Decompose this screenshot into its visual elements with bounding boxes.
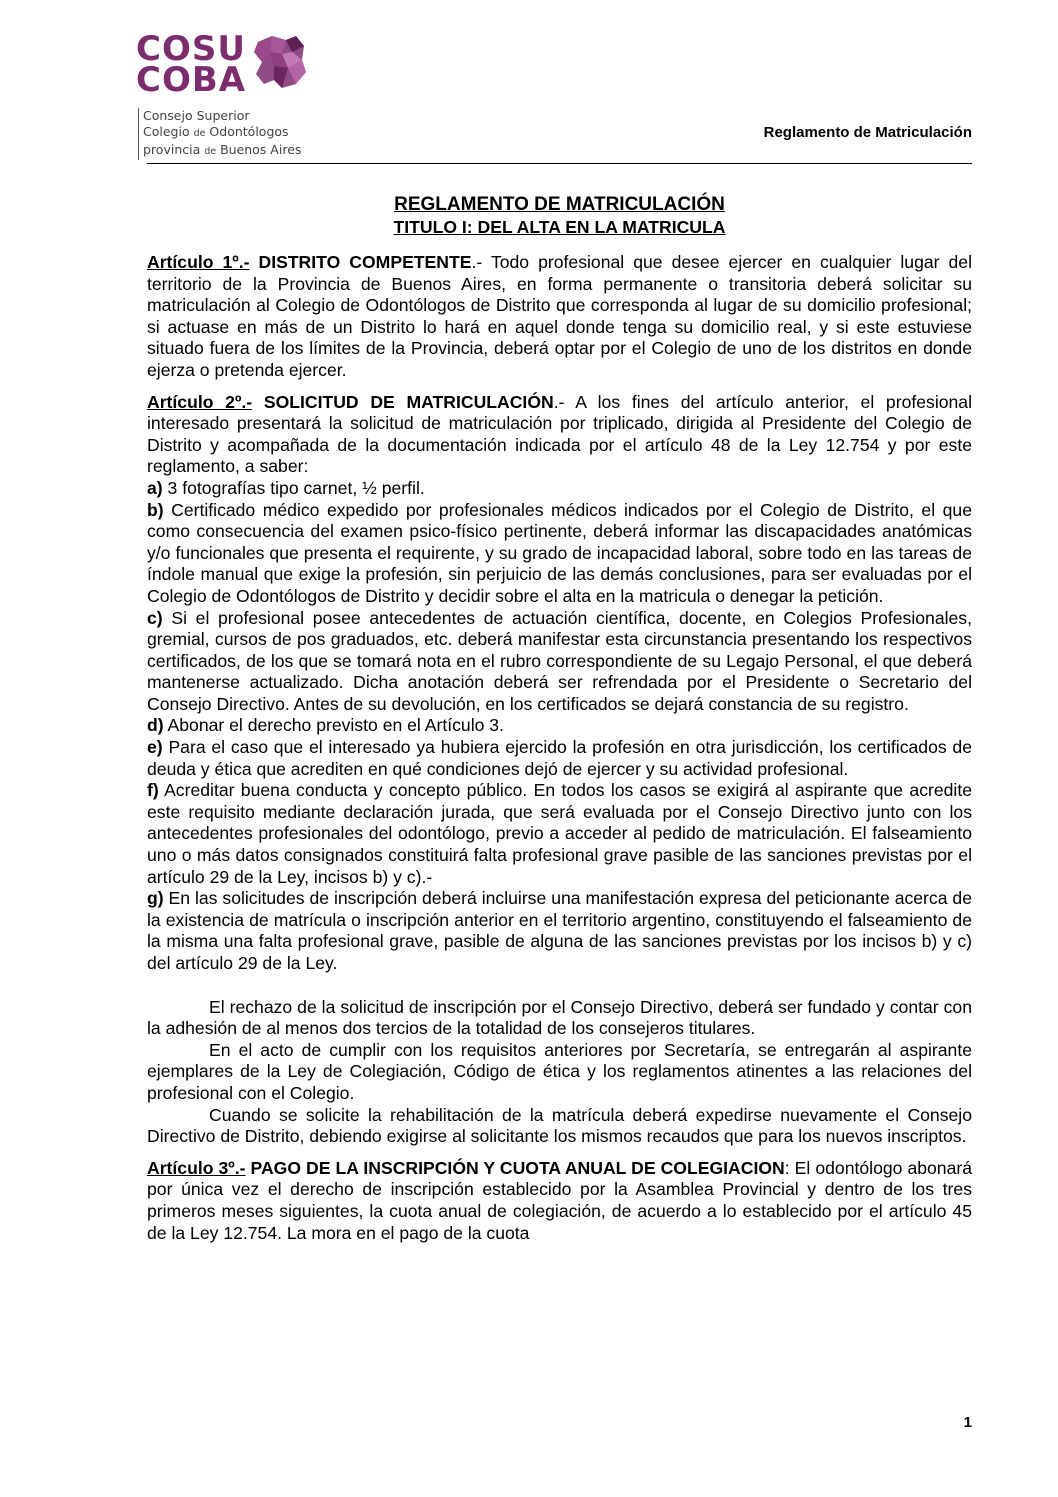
paragraph-rechazo: El rechazo de la solicitud de inscripción por el Consejo Directivo, deberá ser fundado y contar con la adhesión de al menos dos tercios de la totalidad de los consejeros titulares.	[147, 996, 972, 1039]
article-3	[147, 1158, 972, 1244]
article-2	[147, 392, 972, 478]
header-divider	[147, 163, 972, 164]
logo-sub-3b: de	[204, 146, 217, 157]
item-g-letter: g)	[147, 888, 164, 909]
logo-line-1: COSU	[136, 29, 246, 69]
logo-subtitle	[138, 108, 301, 160]
item-b-text: Certificado médico expedido por profesionales médicos indicados por el Colegio de Distrito, el que como consecuencia del examen psico-físico pertinente, deberá informar las discapacidades anatómicas y/o funcionales que presenta el requirente, y su grado de incapacidad laboral, sobre todo en las tareas de índole manual que exige la profesión, sin perjuicio de las demás conclusiones, para ser evaluadas por el Colegio de Odontólogos de Distrito y decidir sobre el alta en la matricula o denegar la petición.	[147, 499, 972, 606]
item-e	[147, 737, 972, 780]
page-number: 1	[963, 1414, 972, 1431]
article-1-label: Artículo 1º.-	[147, 252, 250, 272]
item-c	[147, 608, 972, 716]
item-d-text: Abonar el derecho previsto en el Artículo 3.	[163, 715, 504, 736]
article-2-text: .- A los fines del artículo anterior, el profesional interesado presentará la solicitud de matriculación por triplicado, dirigida al Presidente del Colegio de Distrito y acompañada de la documentación indicada por el artículo 48 de la Ley 12.754 y por este reglamento, a saber:	[147, 391, 972, 477]
item-b	[147, 500, 972, 608]
document-body	[147, 194, 972, 1244]
logo-sub-2c: Odontólogos	[205, 124, 289, 139]
logo-sub-3a: provincia	[143, 142, 205, 157]
item-e-letter: e)	[147, 737, 163, 758]
province-map-icon	[252, 34, 308, 90]
item-a-letter: a)	[147, 477, 163, 498]
paragraph-gap	[147, 975, 972, 997]
item-f-letter: f)	[147, 780, 159, 801]
item-f-text: Acreditar buena conducta y concepto público. En todos los casos se exigirá al aspirante que acredite este requisito mediante declaración jurada, que será evaluada por el Consejo Directivo junto con los antecedentes profesionales del odontólogo, previo a acceder al pedido de matriculación. El falseamiento uno o más datos consignados constituirá falta profesional grave pasible de las sanciones previstas por el artículo 29 de la Ley, incisos b) y c).-	[147, 780, 972, 887]
logo-sub-3c: Buenos Aires	[216, 142, 302, 157]
article-3-label: Artículo 3º.-	[147, 1157, 246, 1178]
item-c-letter: c)	[147, 607, 163, 628]
item-b-letter: b)	[147, 499, 164, 520]
item-a-text: 3 fotografías tipo carnet, ½ perfil.	[162, 477, 425, 498]
logo-line-2: COBA	[136, 60, 247, 100]
logo-sub-2a: Colegio	[143, 124, 194, 139]
item-f	[147, 780, 972, 888]
article-3-text: : El odontólogo abonará por única vez el derecho de inscripción establecido por la Asamblea Provincial y dentro de los tres primeros meses siguientes, la cuota anual de colegiación, de acuerdo a lo establecido por el artículo 45 de la Ley 12.754. La mora en el pago de la cuota	[147, 1157, 973, 1243]
article-3-heading: PAGO DE LA INSCRIPCIÓN Y CUOTA ANUAL DE COLEGIACION	[250, 1157, 785, 1178]
item-d-letter: d)	[147, 715, 164, 736]
logo-sub-2b: de	[193, 128, 206, 139]
item-g-text: En las solicitudes de inscripción deberá incluirse una manifestación expresa del peticionante acerca de la existencia de matrícula o inscripción anterior en el territorio argentino, constituyendo el falseamiento de la misma una falta profesional grave, pasible de alguna de las sanciones previstas por los incisos b) y c) del artículo 29 de la Ley.	[147, 888, 972, 973]
article-2-heading: SOLICITUD DE MATRICULACIÓN	[263, 391, 554, 412]
item-d	[147, 715, 972, 737]
cosucoba-logo	[136, 29, 316, 164]
item-e-text: Para el caso que el interesado ya hubiera ejercido la profesión en otra jurisdicción, los certificados de deuda y ética que acrediten en qué condiciones dejó de ejercer y su actividad profesional.	[147, 737, 972, 779]
item-g	[147, 888, 972, 974]
running-header: Reglamento de Matriculación	[763, 124, 972, 141]
article-1-heading: DISTRITO COMPETENTE	[258, 252, 472, 272]
article-1	[147, 252, 972, 382]
paragraph-rehabilitacion: Cuando se solicite la rehabilitación de la matrícula deberá expedirse nuevamente el Consejo Directivo de Distrito, debiendo exigirse al solicitante los mismos recaudos que para los nuevos inscriptos.	[147, 1104, 972, 1147]
article-1-text: .- Todo profesional que desee ejercer en cualquier lugar del territorio de la Provincia de Buenos Aires, en forma permanente o transitoria deberá solicitar su matriculación al Colegio de Odontólogos de Distrito que corresponda al lugar de su domicilio profesional; si actuase en más de un Distrito lo hará en aquel donde tenga su domicilio real, y si este estuviese situado fuera de los límites de la Provincia, deberá optar por el Colegio de uno de los distritos en donde ejerza o pretenda ejercer.	[147, 252, 973, 380]
item-c-text: Si el profesional posee antecedentes de actuación científica, docente, en Colegios Profesionales, gremial, cursos de pos graduados, etc. deberá manifestar esta circunstancia presentando los respectivos certificados, de los que se tomará nota en el rubro correspondiente de su Legajo Personal, el que deberá mantenerse actualizado. Dicha anotación deberá ser refrendada por el Presidente o Secretario del Consejo Directivo. Antes de su devolución, en los certificados se dejará constancia de su registro.	[147, 607, 972, 714]
document-title: REGLAMENTO DE MATRICULACIÓN	[394, 194, 725, 215]
article-2-label: Artículo 2º.-	[147, 391, 253, 412]
logo-sub-1: Consejo Superior	[143, 108, 250, 123]
document-subtitle: TITULO I: DEL ALTA EN LA MATRICULA	[393, 217, 726, 237]
item-a	[147, 478, 972, 500]
paragraph-entrega: En el acto de cumplir con los requisitos anteriores por Secretaría, se entregarán al aspirante ejemplares de la Ley de Colegiación, Código de ética y los reglamentos atinentes a las relaciones del profesional con el Colegio.	[147, 1039, 972, 1103]
